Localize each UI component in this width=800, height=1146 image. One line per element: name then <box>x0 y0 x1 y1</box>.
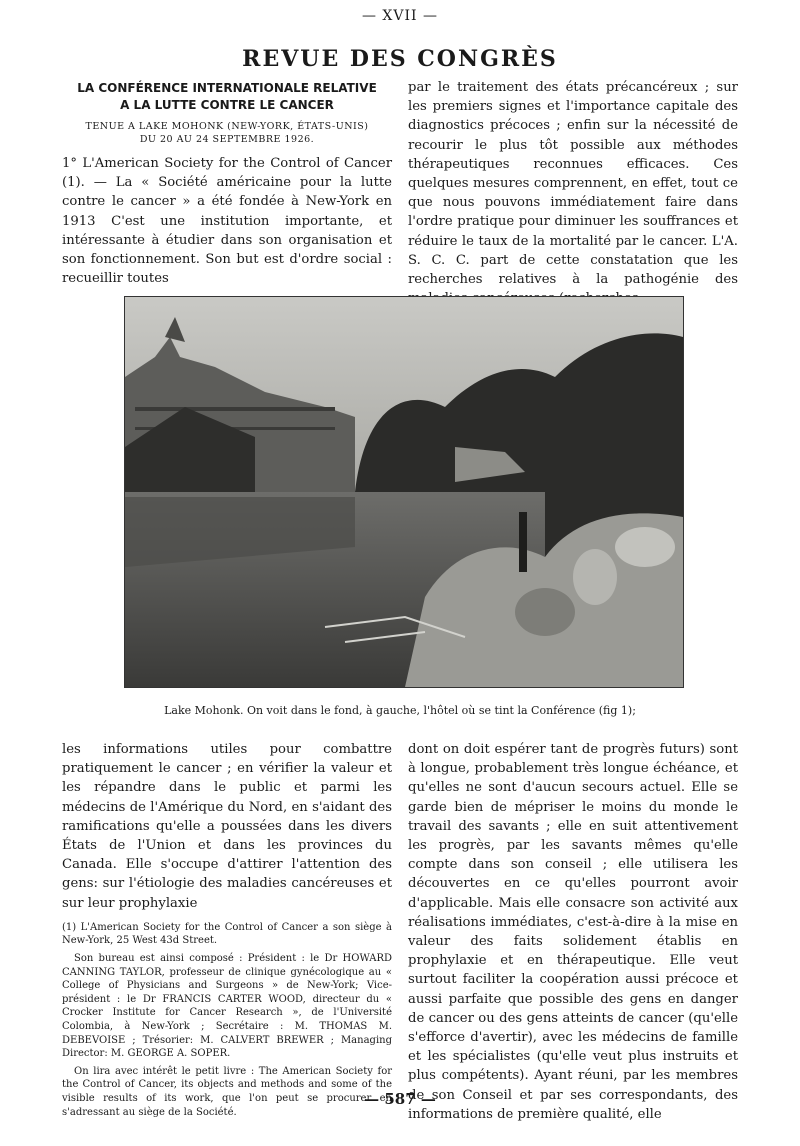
photo-illustration <box>125 297 683 687</box>
article-subtitle <box>62 120 392 146</box>
photo-figure <box>519 512 527 572</box>
footnote-3: On lira avec intérêt le petit livre : The American Society for the Control of Cancer, its objects and methods and some of the visible results of its work, que l'on peut se procurer en s'adressant au siège de la Société. <box>62 1065 392 1118</box>
page-roman-numeral: — XVII — <box>361 8 439 24</box>
photo-caption: Lake Mohonk. On voit dans le fond, à gauche, l'hôtel où se tint la Conférence (fig 1); <box>164 704 636 717</box>
footnote-2: Son bureau est ainsi composé : Président : le Dr HOWARD CANNING TAYLOR, professeur de clinique gynécologique au « College of Physicians and Surgeons » de New-York; Vice-président : le Dr FRANCIS CARTER WOOD, directeur du « Crocker Institute for Cancer Research », de l'Université Colombia, à New-York ; Secrétaire : M. THOMAS M. DEBEVOISE ; Trésorier: M. CALVERT BREWER ; Managing Director: M. GEORGE A. SOPER. <box>62 953 392 1060</box>
article-title <box>62 80 392 114</box>
section-title: REVUE DES CONGRÈS <box>242 46 558 72</box>
photo-rock-3 <box>615 527 675 567</box>
photo-rock-2 <box>515 588 575 636</box>
photo-hotel-windows <box>135 407 335 411</box>
article-title-line-2: A LA LUTTE CONTRE LE CANCER <box>120 98 334 112</box>
article-subtitle-line-2: DU 20 AU 24 SEPTEMBRE 1926. <box>139 134 315 145</box>
photo-rock-1 <box>573 549 617 605</box>
paragraph-left-bottom: les informations utiles pour combattre pratiquement le cancer ; en vérifier la valeur et les répandre dans le public et parmi les médecins de l'Amérique du Nord, en s'aidant des ramifications qu'elle a poussées dans les divers États de l'Union et dans les provinces du Canada. Elle s'occupe d'attirer l'attention des gens: sur l'étiologie des maladies cancéreuses et sur leur prophylaxie <box>62 742 392 911</box>
page-number: — 587 — <box>364 1090 436 1108</box>
paragraph-right-top: par le traitement des états précancéreux ; sur les premiers signes et l'importance capitale des diagnostics précoces ; enfin sur la nécessité de recourir le plus tôt possible aux méthodes thérapeutiques reconnues efficaces. Ces quelques mesures comprennent, en effet, tout ce que nous pouvons immédiatement faire dans l'ordre pratique pour diminuer les souffrances et réduire le taux de la mortalité par le cancer. L'A. S. C. C. part de cette constatation que les recherches relatives à la pathogénie des <box>408 80 738 288</box>
paragraph-left-top: 1° L'American Society for the Control of Cancer (1). — La « Société américaine pour la lutte contre le cancer » a été fondée à New-York en 1913 C'est une institution importante, et intéressante à étudier dans son organisation et son fonctionnement. Son but est d'ordre social : recueillir toutes <box>62 156 392 287</box>
article-title-line-1: LA CONFÉRENCE INTERNATIONALE RELATIVE <box>77 81 377 95</box>
lake-mohonk-photo <box>124 296 684 688</box>
paragraph-right-bottom: dont on doit espérer tant de progrès futurs) sont à longue, probablement très longue échéance, et qu'elles ne sont d'aucun secours actuel. Elle se garde bien de mépriser le moins du monde le travail des savants ; elle en suit attentivement les progrès, par les savants mêmes qu'elle compte dans son conseil ; elle utilisera les découvertes en ce qu'elles pourront avoir d'applicable. Mais elle consacre son activité aux réalisations immédiates, c'est-à-dire à la mise en valeur des faits solidement établis en prophylaxie et en thérapeutique. Elle veut surtout faciliter la coopération aussi précoce et aussi parfaite que possible des gens en danger de cancer ou des gens atteints de cancer (qu'elle s'efforce d'avertir), avec les médecins de famille et les spécialistes (qu'elle veut plus instruits et plus compétents). Ayant réuni, par les membres de son Conseil et par ses correspondants, des informations de première qualité, elle <box>408 742 738 1122</box>
right-column-bottom <box>408 740 738 1124</box>
article-subtitle-line-1: TENUE A LAKE MOHONK (NEW-YORK, ÉTATS-UNIS) <box>85 121 369 132</box>
footnote-1: (1) L'American Society for the Control of Cancer a son siège à New-York, 25 West 43d Street. <box>62 921 392 947</box>
left-column-bottom <box>62 740 392 1119</box>
left-column-top <box>62 80 392 288</box>
right-column-top <box>408 78 738 308</box>
